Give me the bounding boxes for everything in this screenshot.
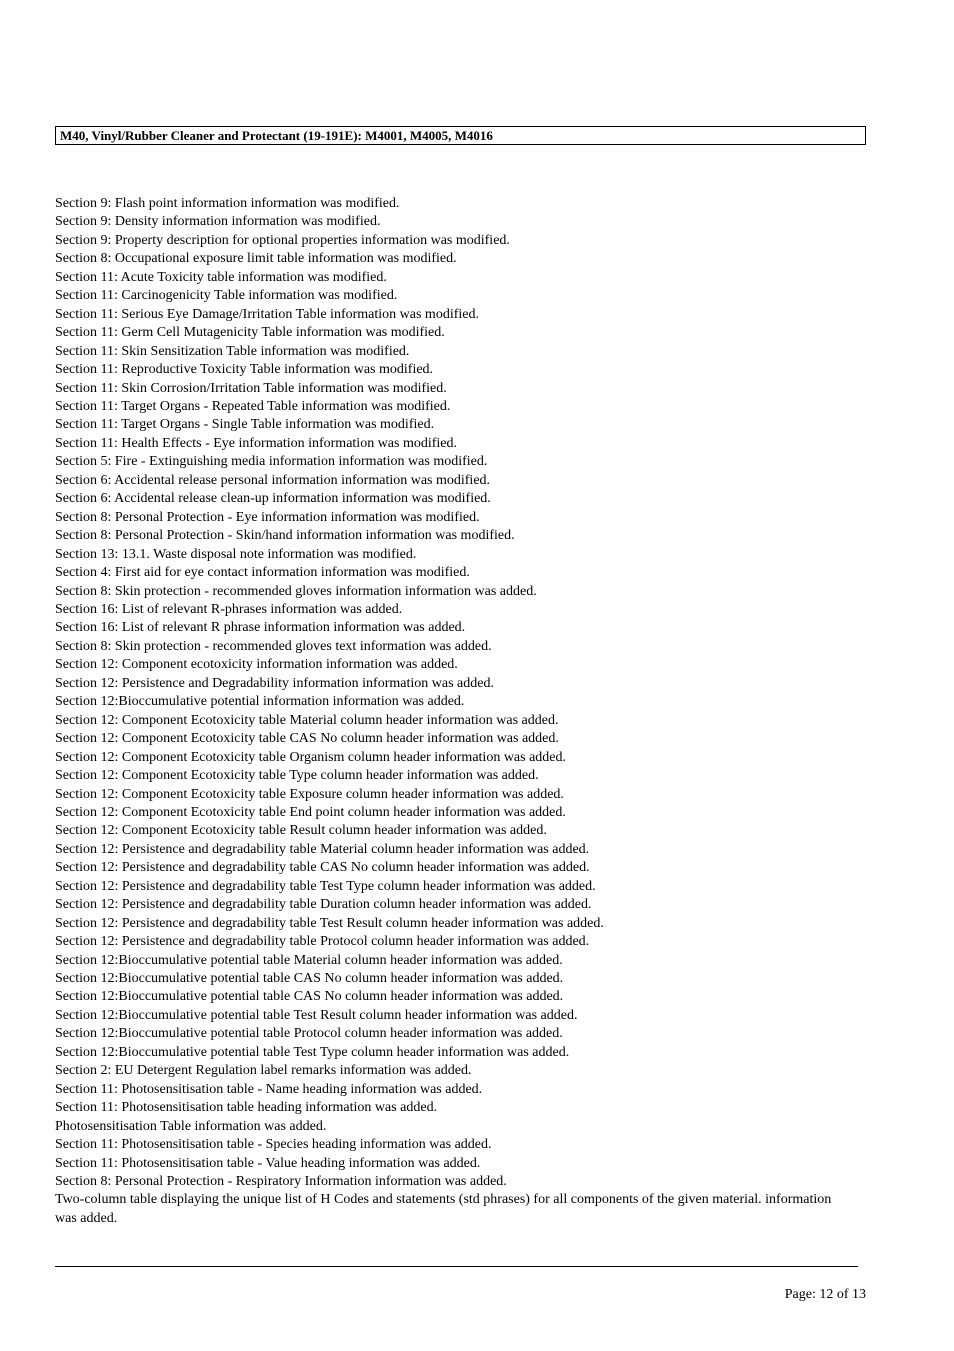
revision-change-item: Section 12: Component Ecotoxicity table Type column header information was added. — [55, 768, 539, 784]
revision-change-item: Section 11: Photosensitisation table - Value heading information was added. — [55, 1155, 481, 1171]
revision-change-item: Section 9: Density information information was modified. — [55, 214, 381, 230]
revision-change-item: Section 12: Persistence and degradability table CAS No column header information was added. — [55, 860, 590, 876]
revision-change-item: Section 12:Bioccumulative potential table CAS No column header information was added. — [55, 989, 564, 1005]
revision-change-item: Section 12: Component Ecotoxicity table Exposure column header information was added. — [55, 786, 564, 802]
document-header — [55, 126, 866, 145]
revision-change-item: Section 11: Reproductive Toxicity Table information was modified. — [55, 362, 434, 378]
revision-change-item: Photosensitisation Table information was added. — [55, 1118, 327, 1134]
revision-change-item: Section 12:Bioccumulative potential table Material column header information was added. — [55, 952, 563, 968]
revision-change-item: Section 12: Component Ecotoxicity table Result column header information was added. — [55, 823, 547, 839]
revision-change-item: Section 5: Fire - Extinguishing media information information was modified. — [55, 454, 488, 470]
revision-change-item: Section 8: Occupational exposure limit table information was modified. — [55, 251, 457, 267]
revision-change-item: Section 16: List of relevant R-phrases information was added. — [55, 601, 403, 617]
revision-changes-list — [55, 195, 855, 1228]
revision-change-item: Section 12: Persistence and degradability table Duration column header information was added. — [55, 897, 592, 913]
revision-change-item: Section 11: Target Organs - Repeated Table information was modified. — [55, 398, 451, 414]
revision-change-item: Section 11: Carcinogenicity Table information was modified. — [55, 288, 398, 304]
revision-change-item: Section 12:Bioccumulative potential table Test Type column header information was added. — [55, 1044, 570, 1060]
revision-change-item: Section 2: EU Detergent Regulation label remarks information was added. — [55, 1063, 472, 1079]
revision-change-item: Section 12: Persistence and degradability table Test Result column header information was added. — [55, 915, 604, 931]
revision-change-item: Section 8: Personal Protection - Skin/hand information information was modified. — [55, 528, 515, 544]
revision-change-item: Section 11: Skin Sensitization Table information was modified. — [55, 343, 410, 359]
revision-change-item: Section 12:Bioccumulative potential table Protocol column header information was added. — [55, 1026, 563, 1042]
footer-divider — [55, 1266, 858, 1267]
revision-change-item: Section 11: Health Effects - Eye information information was modified. — [55, 435, 458, 451]
revision-change-item: Section 12: Persistence and degradability table Protocol column header information was added. — [55, 934, 590, 950]
revision-change-item: Section 11: Photosensitisation table - Species heading information was added. — [55, 1137, 492, 1153]
revision-change-item: Section 16: List of relevant R phrase information information was added. — [55, 620, 466, 636]
revision-change-item: Section 12:Bioccumulative potential table CAS No column header information was added. — [55, 971, 564, 987]
revision-change-item: Section 12: Component ecotoxicity information information was added. — [55, 657, 458, 673]
revision-change-item: Section 12: Component Ecotoxicity table Material column header information was added. — [55, 712, 559, 728]
revision-change-item: Section 12: Persistence and degradability table Material column header information was added. — [55, 841, 590, 857]
revision-change-item: Section 12: Component Ecotoxicity table End point column header information was added. — [55, 804, 566, 820]
revision-change-item: Section 11: Acute Toxicity table information was modified. — [55, 269, 387, 285]
revision-change-item: Section 8: Personal Protection - Respiratory Information information was added. — [55, 1174, 507, 1190]
revision-change-item: Section 12:Bioccumulative potential table Test Result column header information was added. — [55, 1007, 578, 1023]
revision-change-item: Section 11: Target Organs - Single Table information was modified. — [55, 417, 435, 433]
revision-change-item: Section 11: Serious Eye Damage/Irritation Table information was modified. — [55, 306, 479, 322]
revision-change-item: Section 12: Component Ecotoxicity table CAS No column header information was added. — [55, 731, 559, 747]
revision-change-item: Section 11: Photosensitisation table heading information was added. — [55, 1100, 438, 1116]
revision-change-item: Section 12: Persistence and degradability table Test Type column header information was added. — [55, 878, 596, 894]
revision-change-item: Section 8: Personal Protection - Eye information information was modified. — [55, 509, 480, 525]
revision-change-item: Section 13: 13.1. Waste disposal note information was modified. — [55, 546, 417, 562]
revision-change-item: Section 12: Component Ecotoxicity table Organism column header information was added. — [55, 749, 567, 765]
revision-change-item: Section 9: Flash point information information was modified. — [55, 196, 400, 211]
revision-change-item: Section 8: Skin protection - recommended gloves text information was added. — [55, 638, 492, 654]
revision-change-item: Section 9: Property description for optional properties information was modified. — [55, 232, 510, 248]
revision-change-item: Section 11: Photosensitisation table - Name heading information was added. — [55, 1081, 483, 1097]
revision-change-item: Section 11: Skin Corrosion/Irritation Table information was modified. — [55, 380, 447, 396]
revision-change-item: Section 12:Bioccumulative potential information information was added. — [55, 694, 465, 710]
revision-change-item: Section 6: Accidental release clean-up information information was modified. — [55, 491, 491, 507]
product-title: M40, Vinyl/Rubber Cleaner and Protectant (19-191E): M4001, M4005, M4016 — [60, 128, 493, 143]
revision-change-item: Section 4: First aid for eye contact information information was modified. — [55, 565, 470, 581]
revision-change-item: Section 12: Persistence and Degradability information information was added. — [55, 675, 494, 691]
revision-change-item: Two-column table displaying the unique list of H Codes and statements (std phrases) for all components of the given material. information was added. — [55, 1192, 832, 1226]
revision-change-item: Section 6: Accidental release personal information information was modified. — [55, 472, 491, 488]
revision-change-item: Section 11: Germ Cell Mutagenicity Table information was modified. — [55, 325, 445, 341]
revision-change-item: Section 8: Skin protection - recommended gloves information information was added. — [55, 583, 537, 599]
page-number: Page: 12 of 13 — [784, 1287, 866, 1302]
